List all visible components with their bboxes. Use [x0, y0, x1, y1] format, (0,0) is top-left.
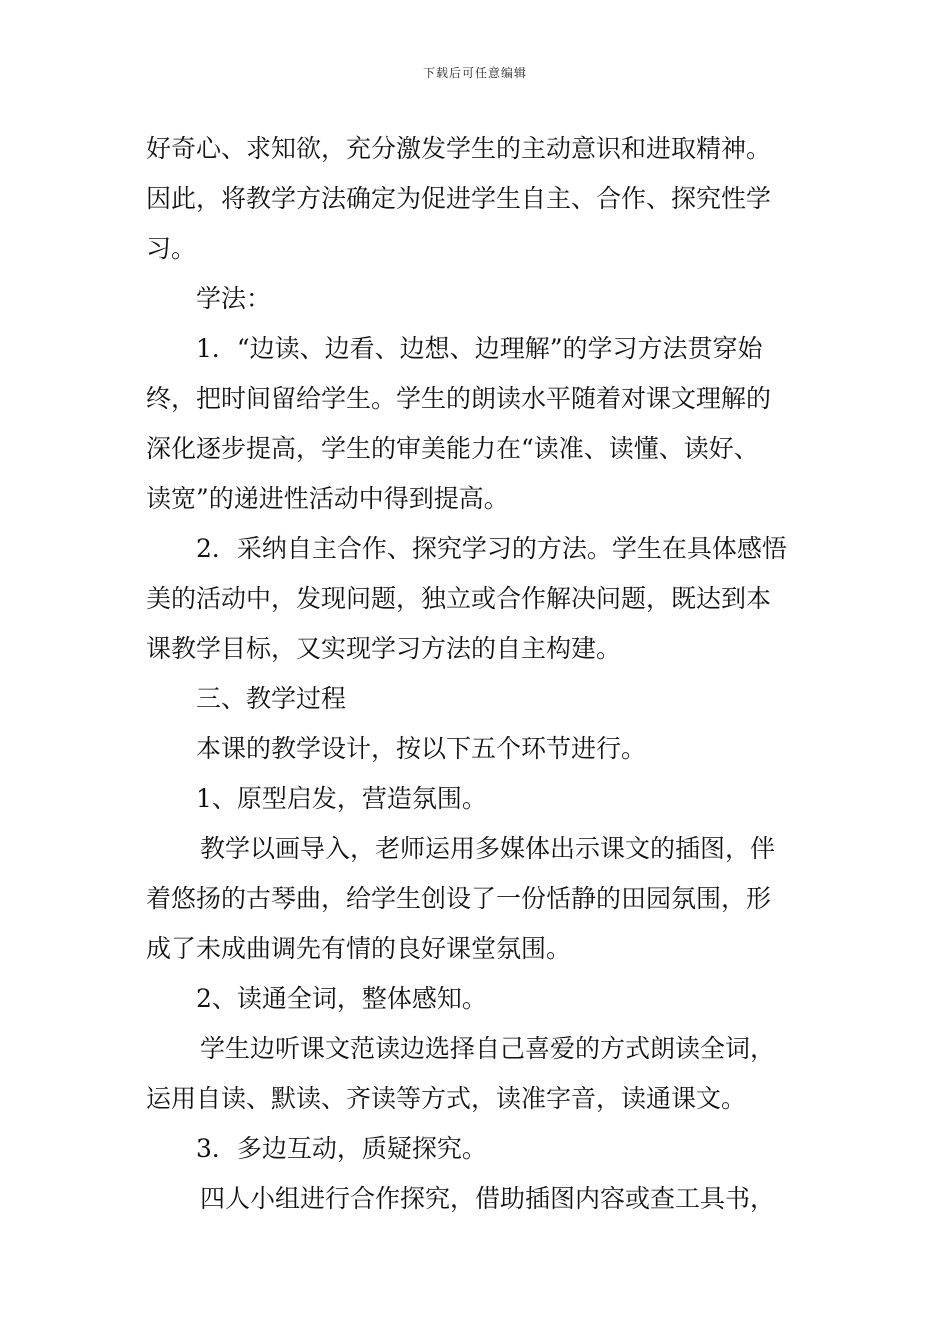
step-heading-1: 1、原型启发，营造氛围。	[196, 784, 487, 813]
step-heading-3: 3．多边互动，质疑探究。	[196, 1134, 487, 1163]
text-line: 教学以画导入，老师运用多媒体出示课文的插图，伴	[200, 834, 776, 863]
text-line: 好奇心、求知欲，充分激发学生的主动意识和进取精神。	[146, 134, 772, 163]
text-line: 深化逐步提高，学生的审美能力在“读准、读懂、读好、	[146, 434, 759, 463]
section-label-study-method: 学法：	[196, 284, 272, 313]
section-heading-teaching-process: 三、教学过程	[196, 684, 347, 713]
text-line: 着悠扬的古琴曲，给学生创设了一份恬静的田园氛围，形	[146, 884, 772, 913]
text-line: 美的活动中，发现问题，独立或合作解决问题，既达到本	[146, 584, 772, 613]
text-line: 本课的教学设计，按以下五个环节进行。	[196, 734, 647, 763]
step-heading-2: 2、读通全词，整体感知。	[196, 984, 487, 1013]
text-line: 学生边听课文范读边选择自己喜爱的方式朗读全词，	[200, 1034, 776, 1063]
text-line: 四人小组进行合作探究，借助插图内容或查工具书，	[200, 1184, 776, 1213]
text-line: 课教学目标，又实现学习方法的自主构建。	[146, 634, 622, 663]
text-line: 1．“边读、边看、边想、边理解”的学习方法贯穿始	[196, 334, 763, 363]
text-line: 成了未成曲调先有情的良好课堂氛围。	[146, 934, 572, 963]
page-header-note: 下载后可任意编辑	[422, 66, 527, 80]
text-line: 2．采纳自主合作、探究学习的方法。学生在具体感悟	[196, 534, 787, 563]
text-line: 运用自读、默读、齐读等方式，读准字音，读通课文。	[146, 1084, 747, 1113]
text-line: 习。	[146, 234, 197, 263]
text-line: 因此，将教学方法确定为促进学生自主、合作、探究性学	[146, 184, 772, 213]
text-line: 读宽”的递进性活动中得到提高。	[146, 484, 509, 513]
text-line: 终，把时间留给学生。学生的朗读水平随着对课文理解的	[146, 384, 772, 413]
document-body	[146, 124, 810, 1224]
